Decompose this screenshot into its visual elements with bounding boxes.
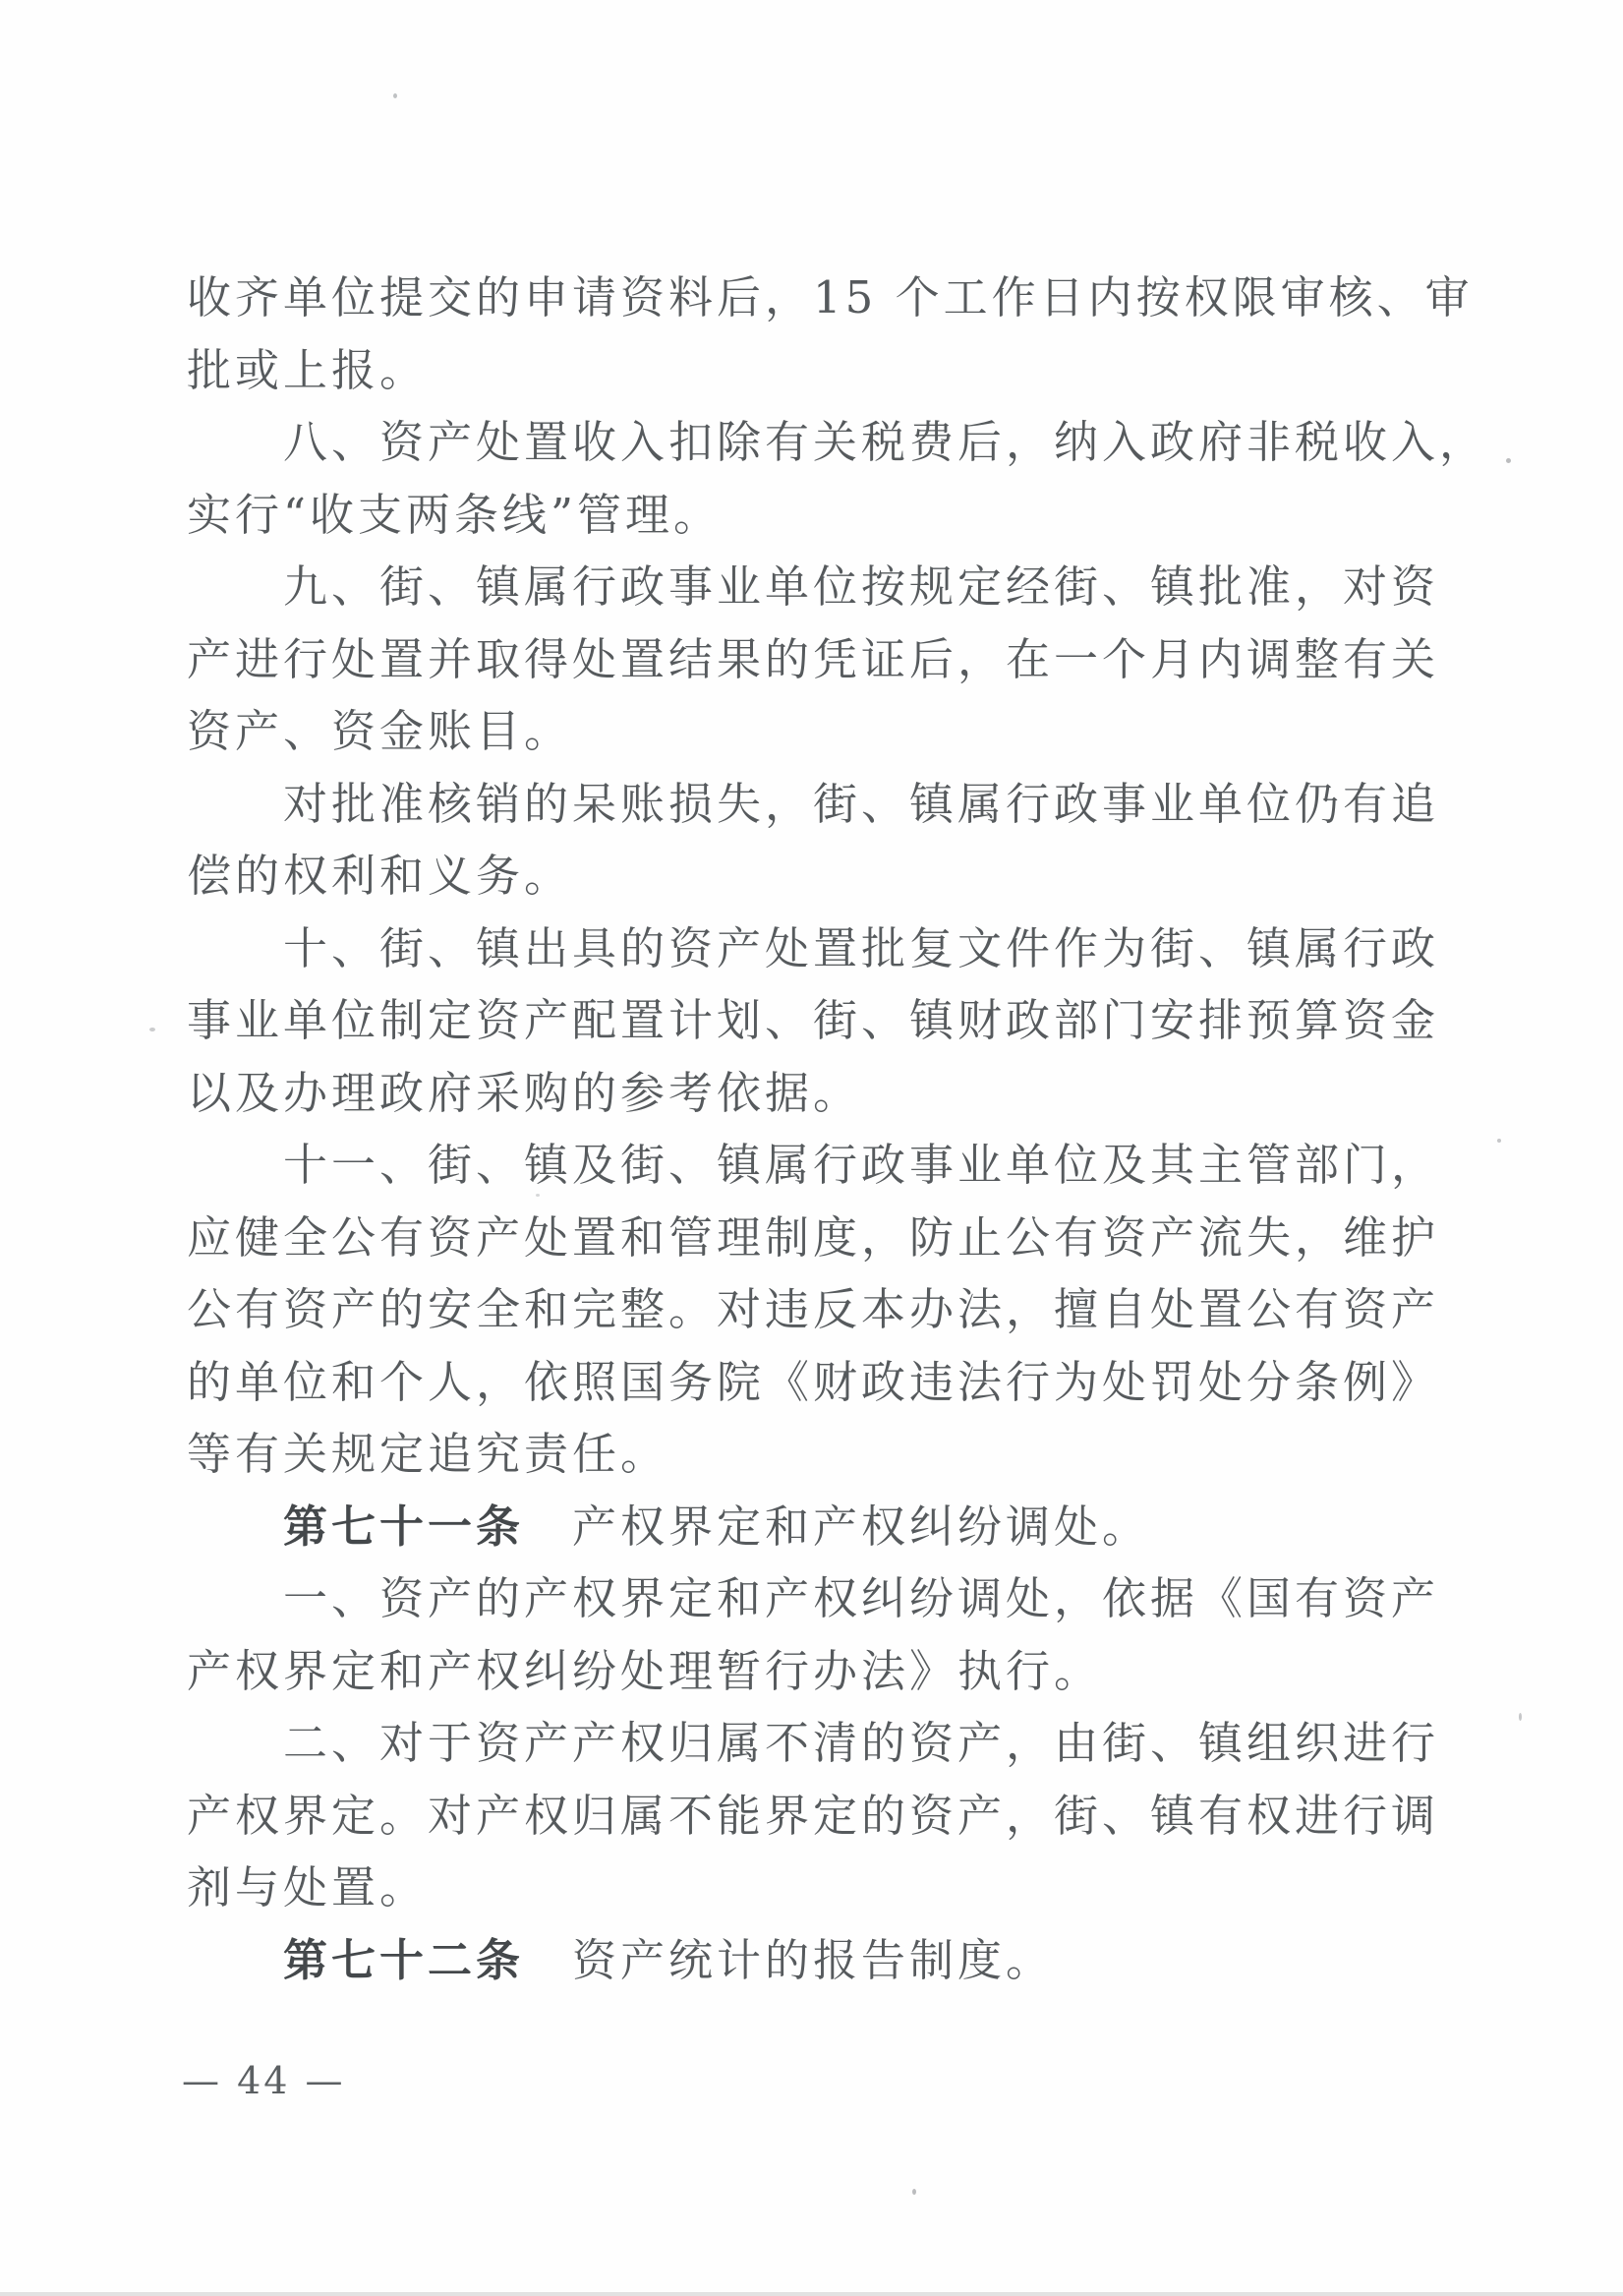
- text-line: [187, 623, 1475, 696]
- line-text: 资产统计的报告制度。: [524, 1933, 1055, 1986]
- text-line: [187, 1057, 1475, 1130]
- line-text: 产权界定和产权纠纷处理暂行办法》执行。: [187, 1644, 1103, 1697]
- text-line: [187, 479, 1475, 552]
- line-text: 二、对于资产产权归属不清的资产，由街、镇组织进行: [283, 1717, 1440, 1769]
- text-line: [187, 1346, 1475, 1419]
- text-line: [187, 768, 1475, 841]
- line-text: 剂与处置。: [187, 1861, 429, 1913]
- scan-bottom-edge-line: [0, 2292, 1623, 2296]
- text-line: [187, 1273, 1475, 1346]
- line-text: 产权界定。对产权归属不能界定的资产，街、镇有权进行调: [187, 1789, 1440, 1842]
- scan-artifact-dot: [393, 93, 397, 98]
- article-number: 第七十一条: [283, 1500, 525, 1553]
- line-text: 产权界定和产权纠纷调处。: [524, 1500, 1151, 1553]
- article-number: 第七十二条: [283, 1933, 525, 1986]
- line-text: 的单位和个人，依照国务院《财政违法行为处罚处分条例》: [187, 1355, 1440, 1408]
- line-text: 一、资产的产权界定和产权纠纷调处，依据《国有资产: [283, 1572, 1440, 1624]
- text-line: [187, 334, 1475, 407]
- line-text: 公有资产的安全和完整。对违反本办法，擅自处置公有资产: [187, 1283, 1440, 1335]
- line-text: 批或上报。: [187, 343, 429, 396]
- scan-artifact-dot: [1519, 1713, 1522, 1721]
- line-text: 收齐单位提交的申请资料后，15 个工作日内按权限审核、审: [187, 271, 1474, 324]
- scan-artifact-dot: [1506, 458, 1511, 463]
- line-text: 资产、资金账目。: [187, 705, 573, 757]
- line-text: 偿的权利和义务。: [187, 850, 573, 902]
- document-body: [187, 262, 1488, 1996]
- line-text: 八、资产处置收入扣除有关税费后，纳入政府非税收入，: [283, 416, 1488, 468]
- text-line: [187, 1707, 1475, 1780]
- text-line: [187, 1924, 1475, 1997]
- line-text: 对批准核销的呆账损失，街、镇属行政事业单位仍有追: [283, 777, 1440, 830]
- line-text: 等有关规定追究责任。: [187, 1428, 669, 1480]
- scan-artifact-dot: [912, 2189, 916, 2195]
- text-line: [187, 1418, 1475, 1491]
- scan-artifact-dot: [1497, 1139, 1501, 1143]
- text-line: [187, 262, 1475, 334]
- line-text: 实行“收支两条线”管理。: [187, 488, 723, 541]
- text-line: [187, 1780, 1475, 1853]
- line-text: 产进行处置并取得处置结果的凭证后，在一个月内调整有关: [187, 632, 1440, 685]
- page-number: — 44 —: [182, 2059, 346, 2102]
- text-line: [187, 406, 1488, 479]
- text-line: [187, 913, 1475, 985]
- text-line: [187, 695, 1475, 768]
- line-text: 事业单位制定资产配置计划、街、镇财政部门安排预算资金: [187, 994, 1440, 1046]
- text-line: [187, 551, 1475, 623]
- text-line: [187, 984, 1475, 1057]
- text-line: [187, 1635, 1475, 1708]
- line-text: 十、街、镇出具的资产处置批复文件作为街、镇属行政: [283, 921, 1440, 974]
- text-line: [187, 1852, 1475, 1924]
- line-text: 九、街、镇属行政事业单位按规定经街、镇批准，对资: [283, 560, 1440, 613]
- text-line: [187, 1562, 1475, 1635]
- line-text: 应健全公有资产处置和管理制度，防止公有资产流失，维护: [187, 1210, 1440, 1264]
- text-line: [187, 840, 1475, 913]
- text-line: [187, 1202, 1475, 1274]
- line-text: 十一、街、镇及街、镇属行政事业单位及其主管部门，: [283, 1139, 1440, 1191]
- line-text: 以及办理政府采购的参考依据。: [187, 1066, 862, 1119]
- text-line: [187, 1129, 1475, 1202]
- scan-artifact-dot: [149, 1028, 155, 1031]
- scan-artifact-dot: [536, 1194, 540, 1197]
- text-line: [187, 1491, 1475, 1563]
